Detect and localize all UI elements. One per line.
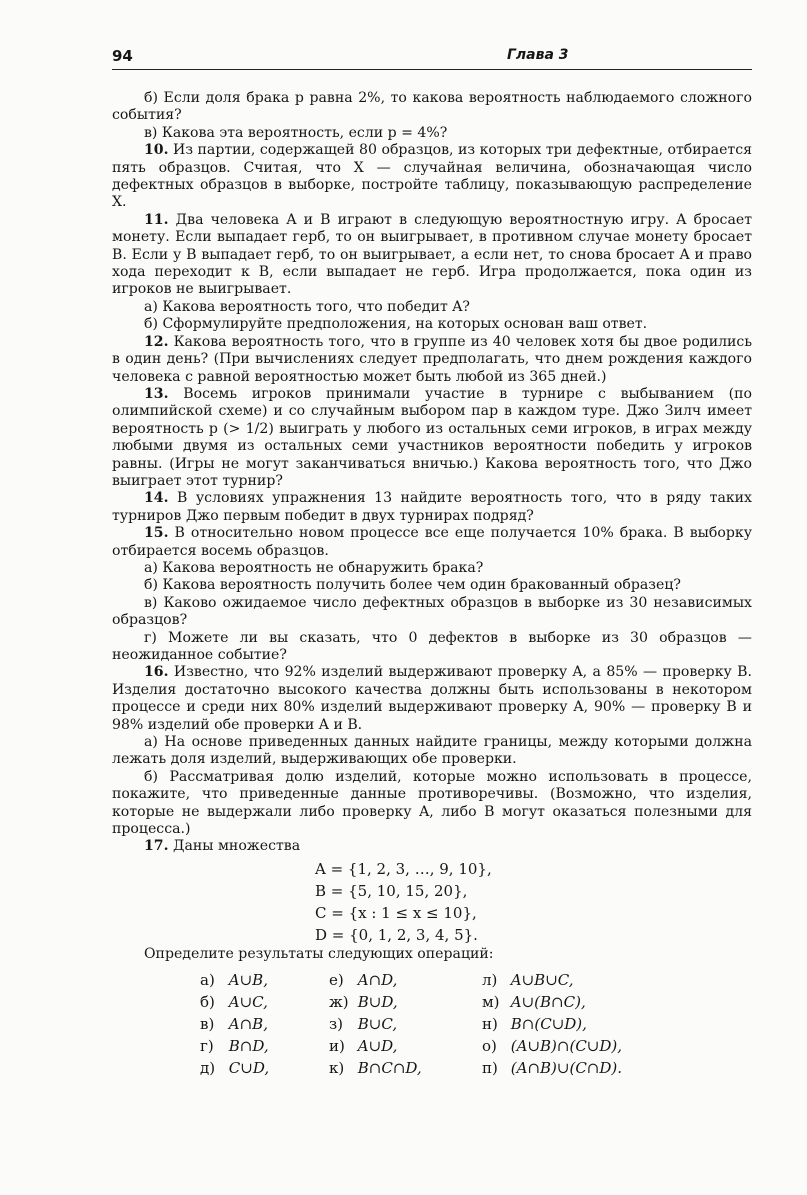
exercise-subitem [112,577,752,594]
exercise-paragraph [112,838,752,855]
operation-label: л) [482,971,498,990]
operation-item [482,1035,622,1057]
set-definition: D = {0, 1, 2, 3, 4, 5}. [315,925,478,944]
exercise-text: а) На основе приведенных данных найдите границы, между которыми должна лежать доля изделий, выдерживающих обе проверки. [112,734,752,768]
exercise-subitem [112,316,752,333]
exercise-number: 15. [144,525,169,542]
exercise-text: Какова вероятность того, что в группе из 40 человек хотя бы двое родились в один день? (При вычислениях следует предполагать, что днем рождения каждого человека с равной вероятностью может быть любой из 365 дней.) [112,333,753,385]
exercise-number: 16. [144,664,169,681]
exercise-paragraph [112,490,752,525]
exercise-number: 11. [144,211,169,228]
set-definition: B = {5, 10, 15, 20}, [315,881,468,900]
operation-label: д) [200,1059,216,1078]
operations-column-3 [482,969,622,1079]
operation-label: н) [482,1015,498,1034]
set-definition: C = {x : 1 ≤ x ≤ 10}, [315,903,477,922]
set-definitions [315,858,752,946]
operation-expression: A∩D, [357,971,398,990]
operations-column-2 [329,969,422,1079]
exercise-subitem [112,90,752,125]
exercise-text: а) Какова вероятность не обнаружить брака? [144,559,484,576]
operation-expression: B∩C∩D, [357,1059,422,1078]
exercise-text: Восемь игроков принимали участие в турнире с выбыванием (по олимпийской схеме) и со случайным выбором пар в каждом туре. Джо Зилч имеет вероятность p (> 1/2) выиграть у любого из остальных семи игроков, в играх между любыми двумя из остальных семи участников вероятности победить у игроков равны. (Игры не могут заканчиваться вничью.) Какова вероятность того, что Джо выиграет этот турнир? [112,385,752,489]
operation-label: и) [329,1037,345,1056]
operation-expression: B∩D, [228,1037,269,1056]
set-definition: A = {1, 2, 3, …, 9, 10}, [315,859,492,878]
operation-expression: A∪B∪C, [510,971,574,990]
operation-item [200,1035,269,1057]
operation-item [200,1057,269,1079]
exercise-list [112,90,752,856]
exercise-text: Два человека A и B играют в следующую вероятностную игру. A бросает монету. Если выпадает герб, то он выигрывает, в противном случае монету бросает B. Если у B выпадает герб, то он выигрывает, а если нет, то снова бросает A и право хода переходит к B, если выпадает не герб. Игра продолжается, пока один из игроков не выигрывает. [112,211,752,298]
operation-expression: A∪(B∩C), [510,993,586,1012]
exercise-text: б) Какова вероятность получить более чем один бракованный образец? [144,577,681,594]
exercise-text: в) Какова эта вероятность, если p = 4%? [144,124,448,141]
operation-label: з) [329,1015,344,1034]
exercise-subitem [112,595,752,630]
exercise-subitem [112,734,752,769]
operation-label: к) [329,1059,345,1078]
page-number: 94 [112,47,133,65]
running-header [112,45,752,70]
operation-label: в) [200,1015,215,1034]
operation-item [482,991,622,1013]
operation-item [200,969,269,991]
exercise-paragraph [112,142,752,212]
operation-item [329,1035,422,1057]
operation-item [482,1057,622,1079]
exercise-text: В относительно новом процессе все еще получается 10% брака. В выборку отбирается восемь образцов. [112,525,752,559]
operation-expression: (A∪B)∩(C∪D), [510,1037,623,1056]
operation-label: ж) [329,993,349,1012]
operation-expression: B∪D, [357,993,398,1012]
operation-item [329,1013,422,1035]
exercise-text: г) Можете ли вы сказать, что 0 дефектов в выборке из 30 образцов — неожиданное событие? [112,629,752,663]
operation-expression: A∩B, [228,1015,268,1034]
exercise-subitem [112,560,752,577]
exercise-paragraph [112,664,752,734]
exercise-text: Даны множества [173,838,301,855]
exercise-subitem [112,299,752,316]
exercise-number: 17. [144,838,169,855]
exercise-subitem [112,769,752,839]
chapter-title: Глава 3 [507,47,569,63]
operation-label: б) [200,993,215,1012]
operation-item [482,1013,622,1035]
operation-item [329,1057,422,1079]
exercise-text: б) Сформулируйте предположения, на которых основан ваш ответ. [144,316,648,333]
operation-expression: (A∩B)∪(C∩D). [510,1059,623,1078]
exercise-text: Известно, что 92% изделий выдерживают проверку A, а 85% — проверку B. Изделия достаточно высокого качества должны быть использованы в некотором процессе и среди них 80% изделий выдерживают проверку A, 90% — проверку B и 98% изделий обе проверки A и B. [112,664,753,733]
operations-grid [112,969,752,1079]
operation-item [329,969,422,991]
exercise-text: в) Каково ожидаемое число дефектных образцов в выборке из 30 независимых образцов? [112,594,752,629]
operations-prompt: Определите результаты следующих операций: [144,945,494,962]
operation-item [329,991,422,1013]
exercise-number: 13. [144,385,169,402]
exercise-number: 10. [144,142,169,159]
exercise-text: б) Если доля брака p равна 2%, то какова вероятность наблюдаемого сложного события? [112,90,752,124]
operation-label: г) [200,1037,214,1056]
exercise-subitem [112,630,752,665]
exercise-subitem [112,125,752,142]
exercise-text: Из партии, содержащей 80 образцов, из которых три дефектные, отбирается пять образцов. Считая, что X — случайная величина, обозначающая число дефектных образцов в выборке, постройте таблицу, показывающую распределение X. [112,142,753,211]
exercise-paragraph [112,525,752,560]
operation-expression: A∪D, [357,1037,398,1056]
exercise-number: 14. [144,490,169,507]
operation-label: м) [482,993,500,1012]
operation-label: а) [200,971,215,990]
operation-label: п) [482,1059,498,1078]
exercise-paragraph [112,212,752,299]
exercise-paragraph [112,334,752,386]
page-body [112,90,752,1079]
exercise-number: 12. [144,333,169,350]
operation-label: о) [482,1037,497,1056]
operation-item [482,969,622,991]
operation-label: е) [329,971,344,990]
exercise-text: В условиях упражнения 13 найдите вероятность того, что в ряду таких турниров Джо первым победит в двух турнирах подряд? [112,490,752,524]
operation-expression: B∩(C∪D), [510,1015,587,1034]
exercise-text: а) Какова вероятность того, что победит A? [144,298,470,315]
operation-expression: B∪C, [357,1015,398,1034]
operation-expression: A∪B, [228,971,268,990]
operations-column-1 [200,969,269,1079]
exercise-text: б) Рассматривая долю изделий, которые можно использовать в процессе, покажите, что приведенные данные противоречивы. (Возможно, что изделия, которые не выдержали либо проверку A, либо B могут оказаться полезными для процесса.) [112,768,752,838]
exercise-paragraph [112,386,752,490]
operation-expression: A∪C, [228,993,268,1012]
operation-item [200,1013,269,1035]
operation-item [200,991,269,1013]
operation-expression: C∪D, [228,1059,270,1078]
